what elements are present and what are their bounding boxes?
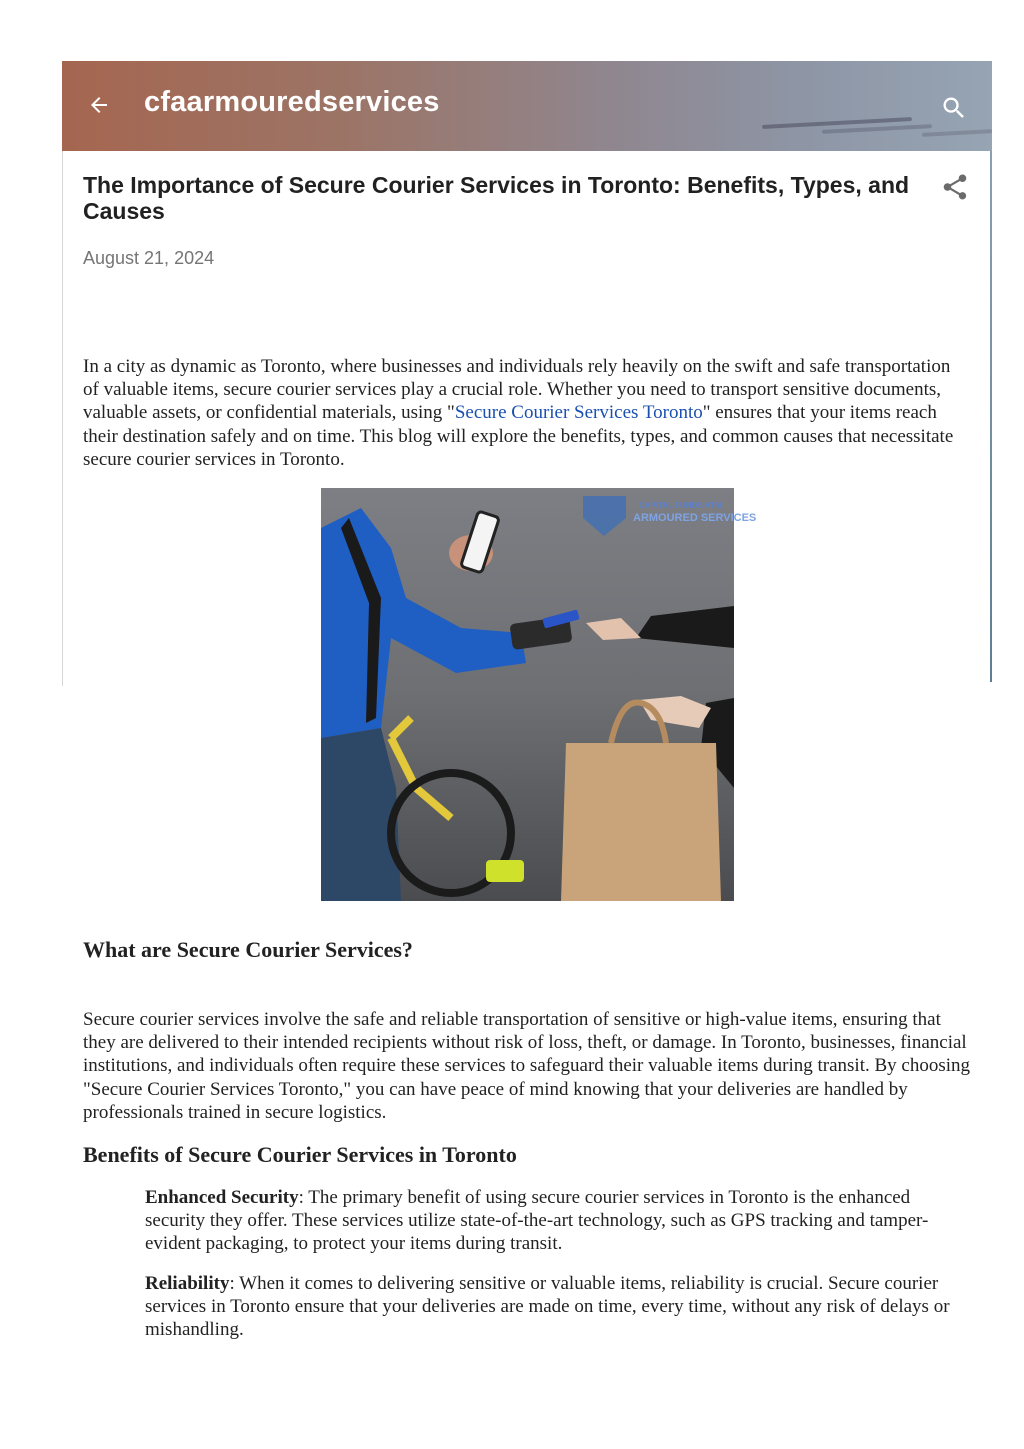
- section-heading-what: What are Secure Courier Services?: [83, 937, 413, 962]
- benefit-text: : When it comes to delivering sensitive or valuable items, reliability is crucial. Secure courier services in Toronto ensure that your deliveries are made on time, every time, without any risk of delays or mishandling.: [145, 1273, 950, 1341]
- watermark-line2: ARMOURED SERVICES: [633, 512, 757, 524]
- site-title-link[interactable]: cfaarmouredservices: [144, 86, 440, 118]
- intro-text-before: In a city as dynamic as Toronto, where businesses and individuals rely heavily on the swift and safe transportation of valuable items, secure courier services play a crucial role. Whether you need to transport sensitive documents, valuable assets, or confidential materials, using ": [83, 356, 951, 424]
- search-button[interactable]: [940, 94, 968, 122]
- banner-cloud: [922, 129, 992, 137]
- benefit-text: : The primary benefit of using secure courier services in Toronto is the enhanced security they offer. These services utilize state-of-the-art technology, such as GPS tracking and tamper-evident packaging, to protect your items during transit.: [145, 1187, 929, 1255]
- secure-courier-link[interactable]: Secure Courier Services Toronto: [454, 402, 703, 424]
- paper-bag: [561, 743, 721, 901]
- section-paragraph-what: Secure courier services involve the safe and reliable transportation of sensitive or high-value items, ensuring that they are delivered to their intended recipients without risk of loss, theft, or damage. In Toronto, businesses, financial institutions, and individuals often require these services to safeguard their valuable items during transit. By choosing "Secure Courier Services Toronto," you can have peace of mind knowing that your deliveries are handled by professionals trained in secure logistics.: [83, 1009, 970, 1123]
- benefit-title: Reliability: [145, 1273, 230, 1294]
- benefit-title: Enhanced Security: [145, 1187, 299, 1208]
- share-button[interactable]: [940, 172, 970, 202]
- benefit-item: [145, 1186, 960, 1256]
- section-heading-benefits: Benefits of Secure Courier Services in Toronto: [83, 1142, 517, 1167]
- post-title: The Importance of Secure Courier Services in Toronto: Benefits, Types, and Causes: [83, 172, 910, 224]
- arrow-left-icon: [87, 93, 111, 117]
- back-button[interactable]: [86, 92, 112, 118]
- intro-text-after: " ensures that your items reach their destination safely and on time. This blog will explore the benefits, types, and common causes that necessitate secure courier services in Toronto.: [83, 402, 954, 470]
- courier-delivery-photo[interactable]: [321, 488, 757, 901]
- banner-cloud: [822, 124, 932, 134]
- benefit-item: [145, 1272, 960, 1342]
- watermark-line1: CAPITAL FUNDS ATM: [639, 501, 722, 510]
- intro-paragraph: [83, 355, 968, 471]
- share-icon: [940, 172, 970, 202]
- frame-border-left: [62, 61, 63, 686]
- search-icon: [940, 94, 968, 122]
- bicycle-pedal: [486, 860, 524, 882]
- post-date: August 21, 2024: [83, 248, 215, 268]
- frame-border-right: [990, 150, 992, 682]
